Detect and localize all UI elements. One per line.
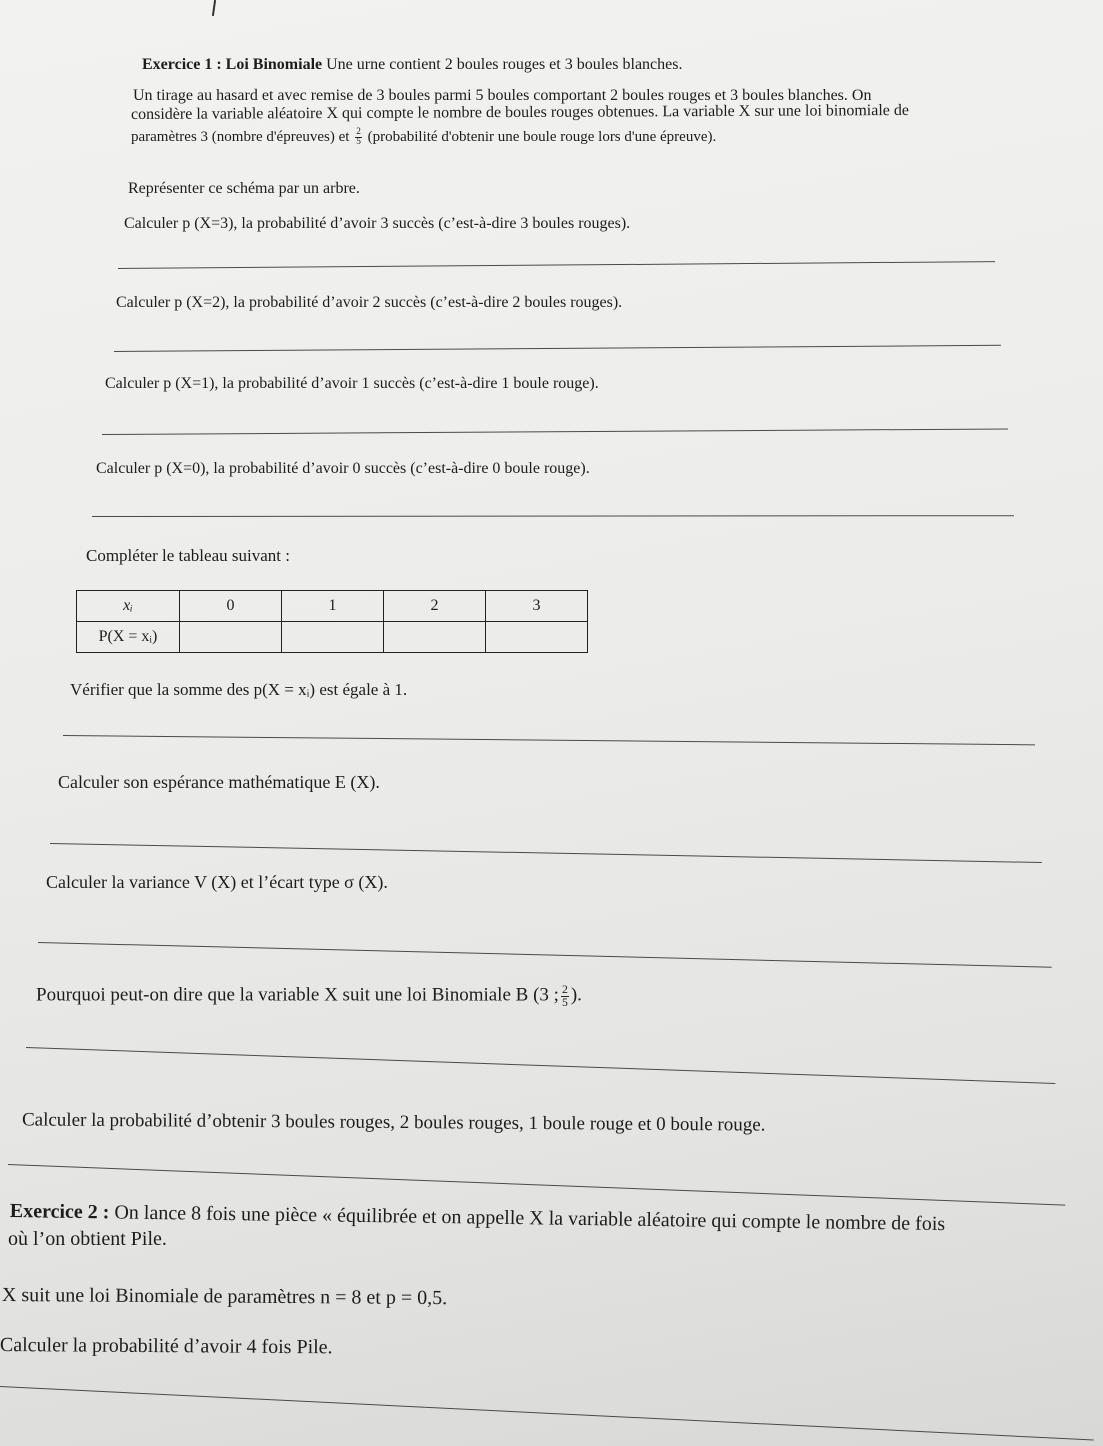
- q-p0: Calculer p (X=0), la probabilité d’avoir 0 succès (c’est-à-dire 0 boule rouge).: [96, 460, 590, 477]
- frac-num: 2: [561, 983, 568, 996]
- table-cell-empty[interactable]: [282, 622, 384, 653]
- ex2-line2: où l’on obtient Pile.: [8, 1228, 167, 1250]
- table-row-p: [77, 622, 588, 653]
- probability-table: [76, 590, 588, 653]
- answer-line: [118, 261, 995, 269]
- table-cell-x2: 2: [384, 591, 486, 622]
- ex1-para-line3-b: (probabilité d'obtenir une boule rouge lors d'une épreuve).: [367, 129, 717, 146]
- frac-num: 2: [356, 127, 361, 137]
- table-cell-empty[interactable]: [384, 622, 486, 653]
- q-why-b: ).: [570, 984, 582, 1006]
- answer-line: [92, 515, 1014, 517]
- fraction-two-fifths: [561, 984, 569, 1009]
- ex2-text1: On lance 8 fois une pièce « équilibrée et on appelle X la variable aléatoire qui compte le nombre de fois: [114, 1201, 946, 1236]
- ex1-para-line2: considère la variable aléatoire X qui compte le nombre de boules rouges obtenues. La variable X sur une loi binomiale de: [130, 101, 909, 124]
- q-all-probabilities: Calculer la probabilité d’obtenir 3 boules rouges, 2 boules rouges, 1 boule rouge et 0 boule rouge.: [21, 1109, 766, 1136]
- table-head-p: P(X = xᵢ): [77, 622, 180, 653]
- answer-line: [114, 345, 1001, 352]
- table-cell-empty[interactable]: [180, 622, 282, 653]
- table-cell-x3: 3: [486, 591, 588, 622]
- answer-line: [0, 1386, 1094, 1440]
- q-why-binomial: [36, 984, 582, 1009]
- q-p3: Calculer p (X=3), la probabilité d’avoir 3 succès (c’est-à-dire 3 boules rouges).: [124, 215, 631, 232]
- ex1-para-line3-a: paramètres 3 (nombre d'épreuves) et: [131, 129, 350, 146]
- ex1-intro: Une urne contient 2 boules rouges et 3 boules blanches.: [326, 56, 683, 73]
- q-sum: Vérifier que la somme des p(X = xᵢ) est égale à 1.: [70, 680, 408, 699]
- table-row-x: [77, 591, 588, 622]
- q-why-a: Pourquoi peut-on dire que la variable X suit une loi Binomiale B (3 ;: [36, 984, 559, 1006]
- q-tree: Représenter ce schéma par un arbre.: [128, 180, 360, 197]
- q-table: Compléter le tableau suivant :: [86, 546, 290, 565]
- answer-line: [50, 843, 1042, 863]
- q-p2: Calculer p (X=2), la probabilité d’avoir 2 succès (c’est-à-dire 2 boules rouges).: [116, 294, 623, 311]
- answer-line: [102, 428, 1008, 435]
- ex2-line3: X suit une loi Binomiale de paramètres n = 8 et p = 0,5.: [1, 1284, 448, 1310]
- ex2-line4: Calculer la probabilité d’avoir 4 fois Pile.: [0, 1334, 333, 1359]
- answer-line: [63, 735, 1035, 745]
- answer-line: [26, 1047, 1055, 1084]
- table-cell-x0: 0: [180, 591, 282, 622]
- ex1-title: Exercice 1 : Loi Binomiale: [142, 56, 323, 73]
- table-cell-empty[interactable]: [486, 622, 588, 653]
- paper-mark: [212, 0, 216, 16]
- frac-den: 5: [356, 137, 361, 148]
- table-cell-x1: 1: [282, 591, 384, 622]
- q-variance: Calculer la variance V (X) et l’écart type σ (X).: [46, 872, 388, 892]
- ex2-title: Exercice 2 :: [9, 1200, 110, 1224]
- q-p1: Calculer p (X=1), la probabilité d’avoir 1 succès (c’est-à-dire 1 boule rouge).: [105, 375, 599, 392]
- answer-line: [38, 942, 1052, 968]
- answer-line: [8, 1164, 1065, 1206]
- table-head-x: xᵢ: [77, 591, 180, 622]
- frac-den: 5: [561, 995, 568, 1009]
- ex1-para-line3: [131, 128, 716, 148]
- fraction-two-fifths: [355, 128, 362, 148]
- ex1-para-line1: Un tirage au hasard et avec remise de 3 boules parmi 5 boules comportant 2 boules rouges et 3 boules blanches. On: [133, 87, 872, 104]
- ex1-heading: [142, 56, 682, 74]
- q-esperance: Calculer son espérance mathématique E (X).: [58, 772, 380, 792]
